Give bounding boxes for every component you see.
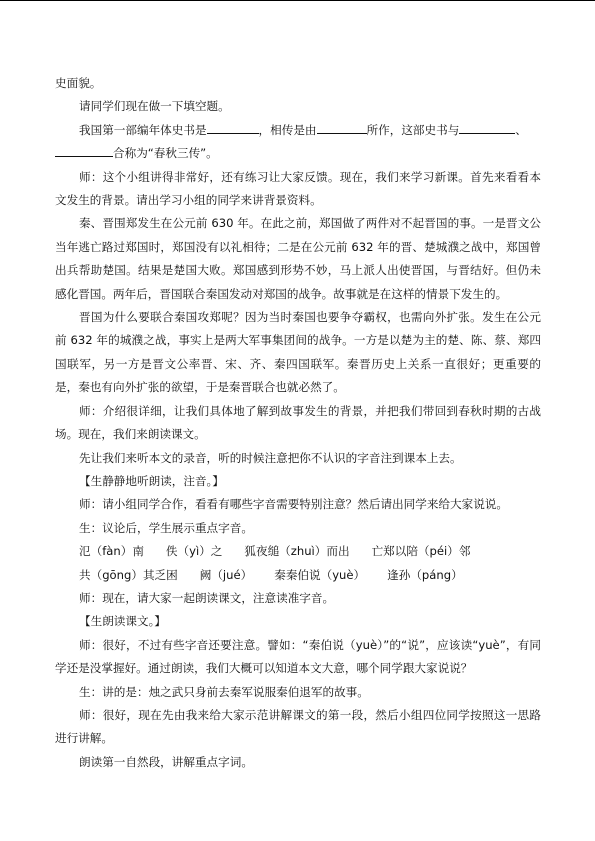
paragraph-reason: 晋国为什么要联合秦国攻郑呢？因为当时秦国也要争夺霸权，也需向外扩张。发生在公元前 632 年的城濮之战，事实上是两大军事集团间的战争。一方是以楚为主的楚、陈、蔡、郑四国联军，另一方是晋文公率晋、宋、齐、秦四国联军。秦晋历史上关系一直很好；更重要的是，秦也有向外扩张的欲望，于是秦晋联合也就必然了。 [55,310,541,395]
pronunciation-item: 佚（yì）之 [165,544,223,559]
blank-2 [317,121,367,134]
paragraph-teacher-6: 师：很好，现在先由我来给大家示范讲解课文的第一段，然后小组四位同学按照这一思路进行讲解。 [55,707,541,746]
paragraph-fill-question-cont [55,142,541,165]
paragraph-teacher-3: 师：请小组同学合作，看看有哪些字音需要特别注意？然后请出同学来给大家说说。 [79,497,508,512]
paragraph-teacher-4: 师：现在，请大家一起朗读课文，注意读准字音。 [79,590,335,605]
paragraph-teacher-1: 师：这个小组讲得非常好，还有练习让大家反馈。现在，我们来学习新课。首先来看看本文发生的背景。请出学习小组的同学来讲背景资料。 [55,169,541,208]
paragraph-student-2: 生：讲的是：烛之武只身前去秦军说服秦伯退军的故事。 [79,684,369,699]
blank-3 [459,121,515,134]
paragraph-read-first: 朗读第一自然段，讲解重点字词。 [79,754,253,769]
header-rule [0,0,595,1]
paragraph-listen: 先让我们来听本文的录音，听的时候注意把你不认识的字音注到课本上去。 [79,450,462,465]
pronunciation-item: 秦秦伯说（yuè） [274,567,366,582]
pronunciation-item: 狐夜缒（zhuì）而出 [244,544,350,559]
paragraph-student-listen: 【生静静地听朗读，注音。】 [79,473,224,488]
fill-text-2: ，相传是由 [258,122,317,137]
document-body [55,72,541,774]
pronunciation-item: 逢孙（páng） [387,567,463,582]
pronunciation-row-1 [55,540,541,563]
pronunciation-item: 阙（jué） [199,567,253,582]
fill-text-3: 所作，这部史书与 [366,122,460,137]
paragraph-student-read: 【生朗读课文。】 [79,614,166,629]
blank-4 [55,144,113,157]
paragraph-continuation: 史面貌。 [55,76,102,90]
paragraph-teacher-2: 师：介绍很详细，让我们具体地了解到故事发生的背景，并把我们带回到春秋时期的古战场。现在，我们来朗读课文。 [55,403,541,442]
pronunciation-item: 氾（fàn）南 [79,544,144,559]
paragraph-student-1: 生：议论后，学生展示重点字音。 [79,520,253,535]
paragraph-fill-prompt: 请同学们现在做一下填空题。 [79,99,230,114]
pronunciation-item: 共（gōng）其乏困 [79,567,178,582]
paragraph-background: 秦、晋围郑发生在公元前 630 年。在此之前，郑国做了两件对不起晋国的事。一是晋文公当年逃亡路过郑国时，郑国没有以礼相待；二是在公元前 632 年的晋、楚城濮之战中，郑国曾出兵帮助楚国。结果是楚国大败。郑国感到形势不妙，马上派人出使晋国，与晋结好。但仍未感化晋国。两年后，晋国联合秦国发动对郑国的战争。故事就是在这样的情景下发生的。 [55,216,541,301]
pronunciation-row-2 [55,564,541,587]
blank-1 [207,121,259,134]
paragraph-fill-question [55,119,541,142]
fill-text-4: 、 [515,122,527,137]
fill-text-1: 我国第一部编年体史书是 [79,122,207,137]
pronunciation-item: 亡郑以陪（péi）邻 [371,544,471,559]
fill-text-5: 合称为“春秋三传”。 [113,146,218,161]
paragraph-teacher-5: 师：很好，不过有些字音还要注意。譬如：“秦伯说（yuè）”的“说”，应该读“yuè”，有同学还是没掌握好。通过朗读，我们大概可以知道本文大意，哪个同学跟大家说说？ [55,637,541,676]
